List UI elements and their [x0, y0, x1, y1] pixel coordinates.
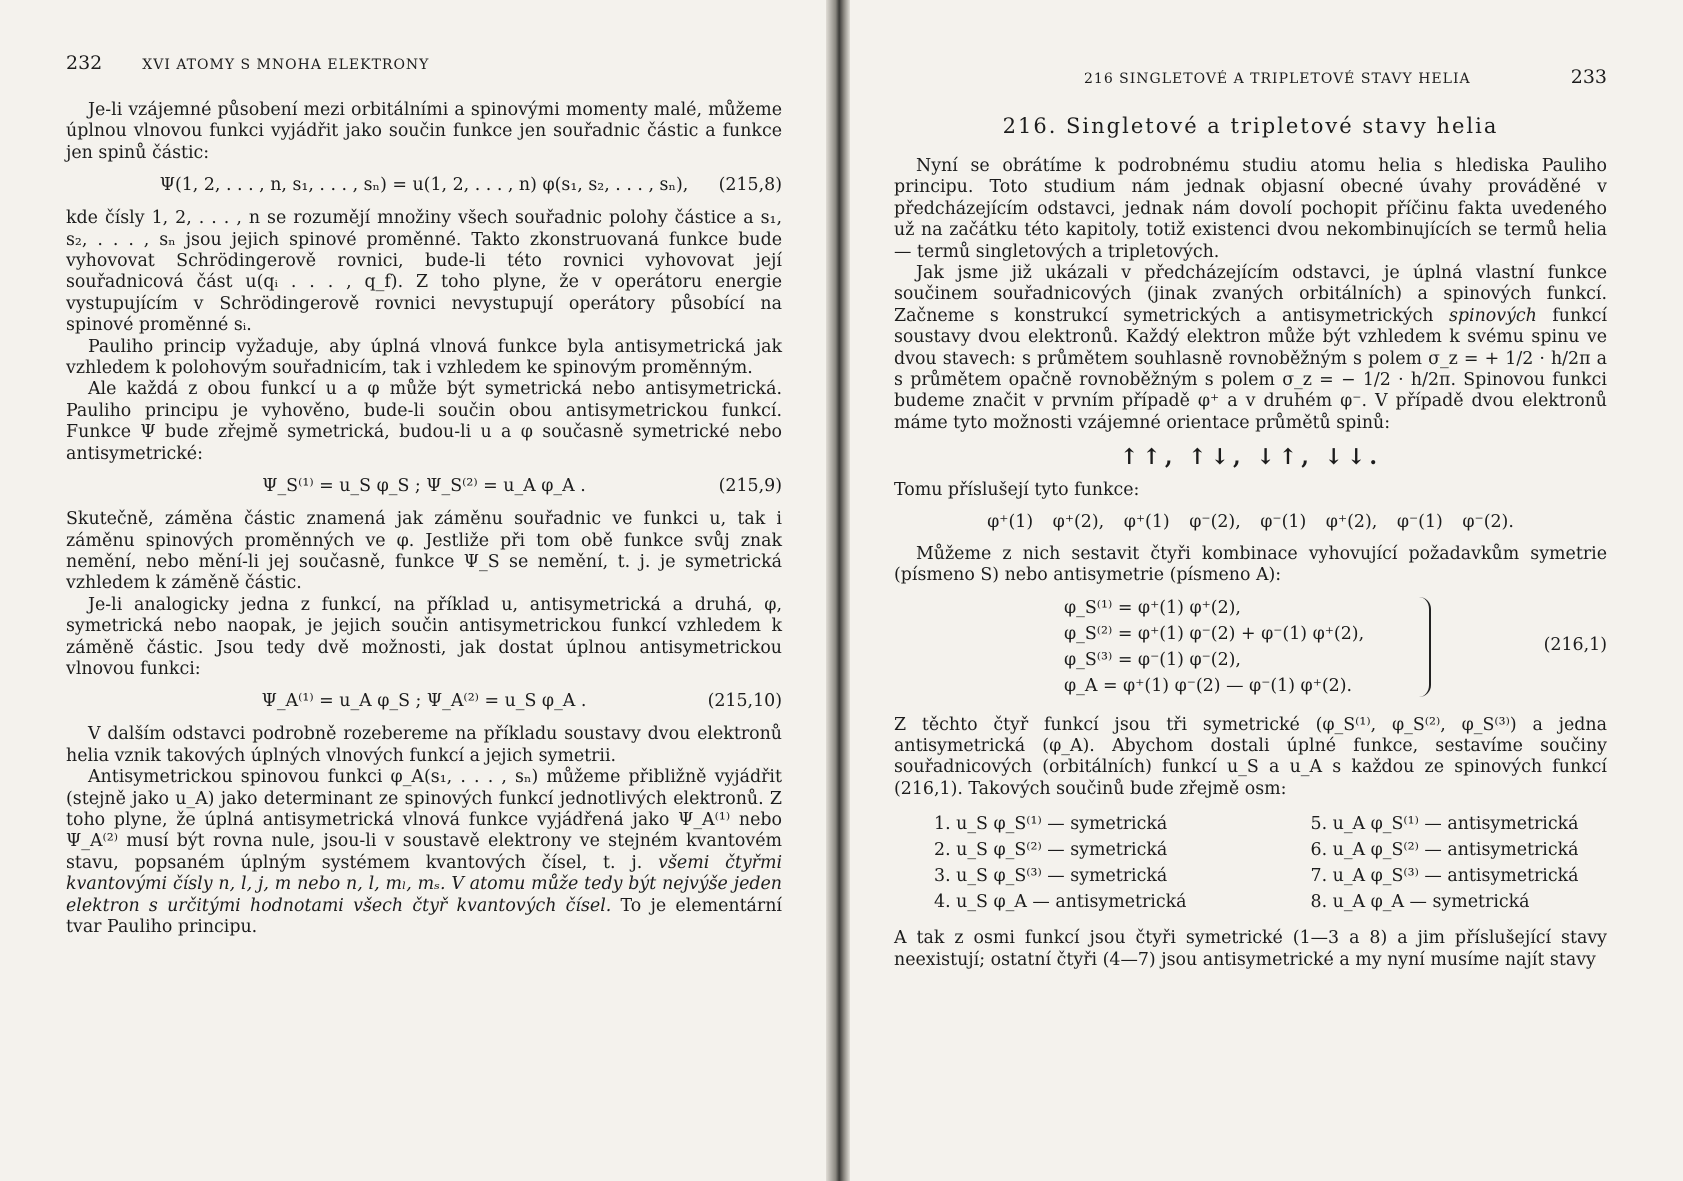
left-page	[0, 0, 838, 1181]
paragraph: Je-li analogicky jedna z funkcí, na příklad u, antisymetrická a druhá, φ, symetrická nebo naopak, je jejich součin antisymetrickou funkcí vzhledem k záměně částic. Jsou tedy dvě možnosti, jak dostat úplnou antisymetrickou vlnovou funkci:	[66, 594, 782, 679]
paragraph	[66, 767, 782, 938]
book-gutter	[826, 0, 850, 1181]
paragraph-text: Jak jsme již ukázali v předcházejícím odstavci, je úplná vlastní funkce součinem souřadnicových (jinak zvaných orbitálních) a spinových funkcí. Začneme s konstrukcí symetrických a antisymetrických	[894, 263, 1607, 326]
equation-number: (215,9)	[718, 476, 782, 497]
left-page-header	[66, 52, 782, 74]
paragraph: Tomu příslušejí tyto funkce:	[894, 480, 1140, 501]
equation-line: φ_S⁽³⁾ = φ⁻(1) φ⁻(2),	[1064, 649, 1241, 670]
right-page-header	[894, 66, 1607, 88]
spin-orientations: ↑↑, ↑↓, ↓↑, ↓↓.	[1119, 444, 1382, 471]
equation-number: (215,8)	[718, 175, 782, 196]
paragraph: Nyní se obrátíme k podrobnému studiu atomu helia s hlediska Pauliho principu. Toto studium nám jednak objasní obecné úvahy prováděné v předcházejícím odstavci, jednak nám dovolí pochopit příčinu fakta uvedeného už na začátku této kapitoly, totiž existenci dvou nekombinujících se termů helia — termů singletových a tripletových.	[894, 156, 1607, 262]
paragraph: kde čísly 1, 2, . . . , n se rozumějí množiny všech souřadnic polohy částice a s₁, s₂, . . . , sₙ jsou jejich spinové proměnné. Takto zkonstruovaná funkce bude vyhovovat Schrödingerově rovnici, bude-li této rovnici vyhovovat její souřadnicová část u(qᵢ . . . , q_f). Z toho plyne, že v operátoru energie vystupujícím v Schrödingerově rovnici nevystupují operátory působící na spinové proměnné sᵢ.	[66, 208, 782, 336]
list-item: 2. u_S φ_S⁽²⁾ — symetrická	[934, 840, 1168, 861]
running-head: 216 SINGLETOVÉ A TRIPLETOVÉ STAVY HELIA	[1084, 71, 1471, 87]
paragraph-italic: spinových	[1448, 305, 1537, 326]
paragraph-italic: všemi čtyřmi kvantovými čísly n, l, j, m nebo n, l, mₗ, mₛ. V atomu může tedy být nejvýše jeden elektron s určitými hodnotami všech čtyř kvantových čísel.	[66, 852, 783, 916]
paragraph	[894, 263, 1607, 434]
paragraph: Je-li vzájemné působení mezi orbitálními a spinovými momenty malé, můžeme úplnou vlnovou funkci vyjádřit jako součin funkce jen souřadnic částic a funkce jen spinů částic:	[66, 100, 782, 163]
equation-line: φ_S⁽¹⁾ = φ⁺(1) φ⁺(2),	[1064, 597, 1241, 618]
right-page	[838, 0, 1683, 1181]
equation-number: (215,10)	[707, 691, 782, 712]
equation-215-10	[66, 690, 782, 712]
running-head: XVI ATOMY S MNOHA ELEKTRONY	[142, 57, 430, 73]
equation-body: Ψ_S⁽¹⁾ = u_S φ_S ; Ψ_S⁽²⁾ = u_A φ_A .	[262, 476, 586, 497]
list-item: 4. u_S φ_A — antisymetrická	[934, 892, 1187, 913]
paragraph: Skutečně, záměna částic znamená jak záměnu souřadnic ve funkci u, tak i záměnu spinových proměnných ve φ. Jestliže při tom obě funkce svůj znak nemění, nebo mění-li jej současně, funkce Ψ_S se nemění, t. j. je symetrická vzhledem k záměně částic.	[66, 509, 782, 594]
equation-lines	[1064, 595, 1364, 699]
equation-body: Ψ(1, 2, . . . , n, s₁, . . . , sₙ) = u(1, 2, . . . , n) φ(s₁, s₂, . . . , sₙ),	[159, 175, 689, 196]
page-number: 232	[66, 52, 103, 74]
paragraph: V dalším odstavci podrobně rozebereme na příkladu soustavy dvou elektronů helia vznik takových úplných vlnových funkcí a jejich symetrii.	[66, 724, 782, 766]
paragraph: Pauliho princip vyžaduje, aby úplná vlnová funkce byla antisymetrická jak vzhledem k polohovým souřadnicím, tak i vzhledem ke spinovým proměnným.	[66, 336, 782, 379]
paragraph-text: To je elementární tvar Pauliho principu.	[66, 895, 782, 937]
list-item: 8. u_A φ_A — symetrická	[1310, 892, 1530, 913]
equation-number: (216,1)	[1543, 634, 1607, 655]
paragraph: Z těchto čtyř funkcí jsou tři symetrické (φ_S⁽¹⁾, φ_S⁽²⁾, φ_S⁽³⁾) a jedna antisymetrická (φ_A). Abychom dostali úplné funkce, sestavíme součiny souřadnicových (orbitálních) funkcí u_S a u_A s každou ze spinových funkcí (216,1). Takových součinů bude zřejmě osm:	[894, 714, 1607, 799]
paragraph: Můžeme z nich sestavit čtyři kombinace vyhovující požadavkům symetrie (písmeno S) nebo antisymetrie (písmeno A):	[894, 543, 1607, 586]
list-item: 3. u_S φ_S⁽³⁾ — symetrická	[934, 866, 1168, 887]
page-number: 233	[1570, 66, 1607, 88]
equation-line: φ_S⁽²⁾ = φ⁺(1) φ⁻(2) + φ⁻(1) φ⁺(2),	[1064, 623, 1365, 644]
right-brace	[1419, 597, 1431, 697]
paragraph-text: funkcí soustavy dvou elektronů. Každý elektron může být vzhledem k svému spinu ve dvou stavech: s průmětem souhlasně rovnoběžným s polem σ_z = + 1/2 · h/2π a s průmětem opačně rovnoběžným s polem σ_z = − 1/2 · h/2π. Spinovou funkci budeme značit v prvním případě φ⁺ a v druhém φ⁻. V případě dvou elektronů máme tyto možnosti vzájemné orientace průmětů spinů:	[894, 305, 1608, 433]
product-list	[934, 812, 1607, 914]
equation-line: φ_A = φ⁺(1) φ⁻(2) — φ⁻(1) φ⁺(2).	[1064, 675, 1353, 696]
equation-215-8	[66, 174, 782, 196]
section-title: 216. Singletové a tripletové stavy helia	[1002, 114, 1499, 138]
paragraph: A tak z osmi funkcí jsou čtyři symetrické (1—3 a 8) a jim příslušející stavy neexistují; ostatní čtyři (4—7) jsou antisymetrické a my nyní musíme najít stavy	[894, 928, 1607, 970]
list-item: 5. u_A φ_S⁽¹⁾ — antisymetrická	[1310, 814, 1579, 835]
list-item: 1. u_S φ_S⁽¹⁾ — symetrická	[934, 814, 1168, 835]
spin-functions: φ⁺(1) φ⁺(2), φ⁺(1) φ⁻(2), φ⁻(1) φ⁺(2), φ⁻(1) φ⁻(2).	[987, 511, 1514, 532]
equation-body: Ψ_A⁽¹⁾ = u_A φ_S ; Ψ_A⁽²⁾ = u_S φ_A .	[261, 691, 587, 712]
equation-215-9	[66, 475, 782, 497]
paragraph: Ale každá z obou funkcí u a φ může být symetrická nebo antisymetrická. Pauliho principu je vyhověno, bude-li součin obou antisymetrickou funkcí. Funkce Ψ bude zřejmě symetrická, budou-li u a φ současně symetrické nebo antisymetrické:	[66, 379, 782, 464]
paragraph-text: Antisymetrickou spinovou funkci φ_A(s₁, . . . , sₙ) můžeme přibližně vyjádřit (stejně jako u_A) jako determinant ze spinových funkcí jednotlivých elektronů. Z toho plyne, že úplná antisymetrická vlnová funkce vyjádřená jako Ψ_A⁽¹⁾ nebo Ψ_A⁽²⁾ musí být rovna nule, jsou-li v soustavě elektrony ve stejném kvantovém stavu, popsaném úplným systémem kvantových čísel, t. j.	[66, 767, 782, 873]
equation-system-216-1	[894, 595, 1607, 703]
list-item: 6. u_A φ_S⁽²⁾ — antisymetrická	[1310, 840, 1579, 861]
list-item: 7. u_A φ_S⁽³⁾ — antisymetrická	[1310, 866, 1579, 887]
